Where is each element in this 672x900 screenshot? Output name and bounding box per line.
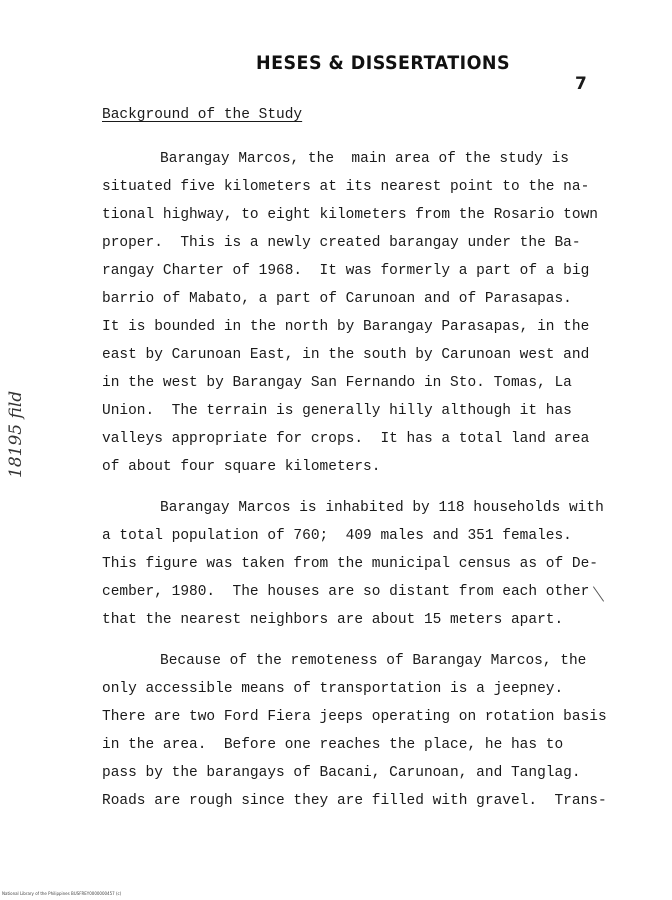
- thesis-stamp: HESES & DISSERTATIONS: [256, 52, 511, 74]
- handwritten-margin-note: 18195 fild: [6, 390, 26, 478]
- text-line: in the area. Before one reaches the place, he has to: [102, 737, 564, 753]
- scan-speck: [593, 586, 604, 601]
- text-line: pass by the barangays of Bacani, Carunoan, and Tanglag.: [102, 765, 581, 781]
- text-line: This figure was taken from the municipal census as of De-: [102, 556, 598, 572]
- library-footer: National Library of the Philippines BUSFREY0000000457 (c): [2, 891, 122, 896]
- text-line: Because of the remoteness of Barangay Marcos, the: [160, 653, 587, 669]
- page-number: 7: [575, 74, 587, 94]
- text-line: of about four square kilometers.: [102, 459, 381, 475]
- text-line: valleys appropriate for crops. It has a total land area: [102, 431, 590, 447]
- text-line: Barangay Marcos is inhabited by 118 households with: [160, 500, 604, 516]
- text-line: Roads are rough since they are filled with gravel. Trans-: [102, 793, 607, 809]
- text-line: situated five kilometers at its nearest point to the na-: [102, 179, 590, 195]
- text-line: a total population of 760; 409 males and 351 females.: [102, 528, 572, 544]
- text-line: east by Carunoan East, in the south by Carunoan west and: [102, 347, 590, 363]
- text-line: Barangay Marcos, the main area of the study is: [160, 151, 569, 167]
- section-heading: Background of the Study: [102, 107, 303, 123]
- text-line: in the west by Barangay San Fernando in Sto. Tomas, La: [102, 375, 572, 391]
- text-line: barrio of Mabato, a part of Carunoan and of Parasapas.: [102, 291, 572, 307]
- text-line: Union. The terrain is generally hilly although it has: [102, 403, 572, 419]
- text-line: only accessible means of transportation is a jeepney.: [102, 681, 564, 697]
- text-line: tional highway, to eight kilometers from the Rosario town: [102, 207, 598, 223]
- text-line: There are two Ford Fiera jeeps operating on rotation basis: [102, 709, 607, 725]
- text-line: cember, 1980. The houses are so distant from each other: [102, 584, 590, 600]
- text-line: It is bounded in the north by Barangay Parasapas, in the: [102, 319, 590, 335]
- text-line: that the nearest neighbors are about 15 meters apart.: [102, 612, 564, 628]
- text-line: proper. This is a newly created barangay under the Ba-: [102, 235, 581, 251]
- text-line: rangay Charter of 1968. It was formerly a part of a big: [102, 263, 590, 279]
